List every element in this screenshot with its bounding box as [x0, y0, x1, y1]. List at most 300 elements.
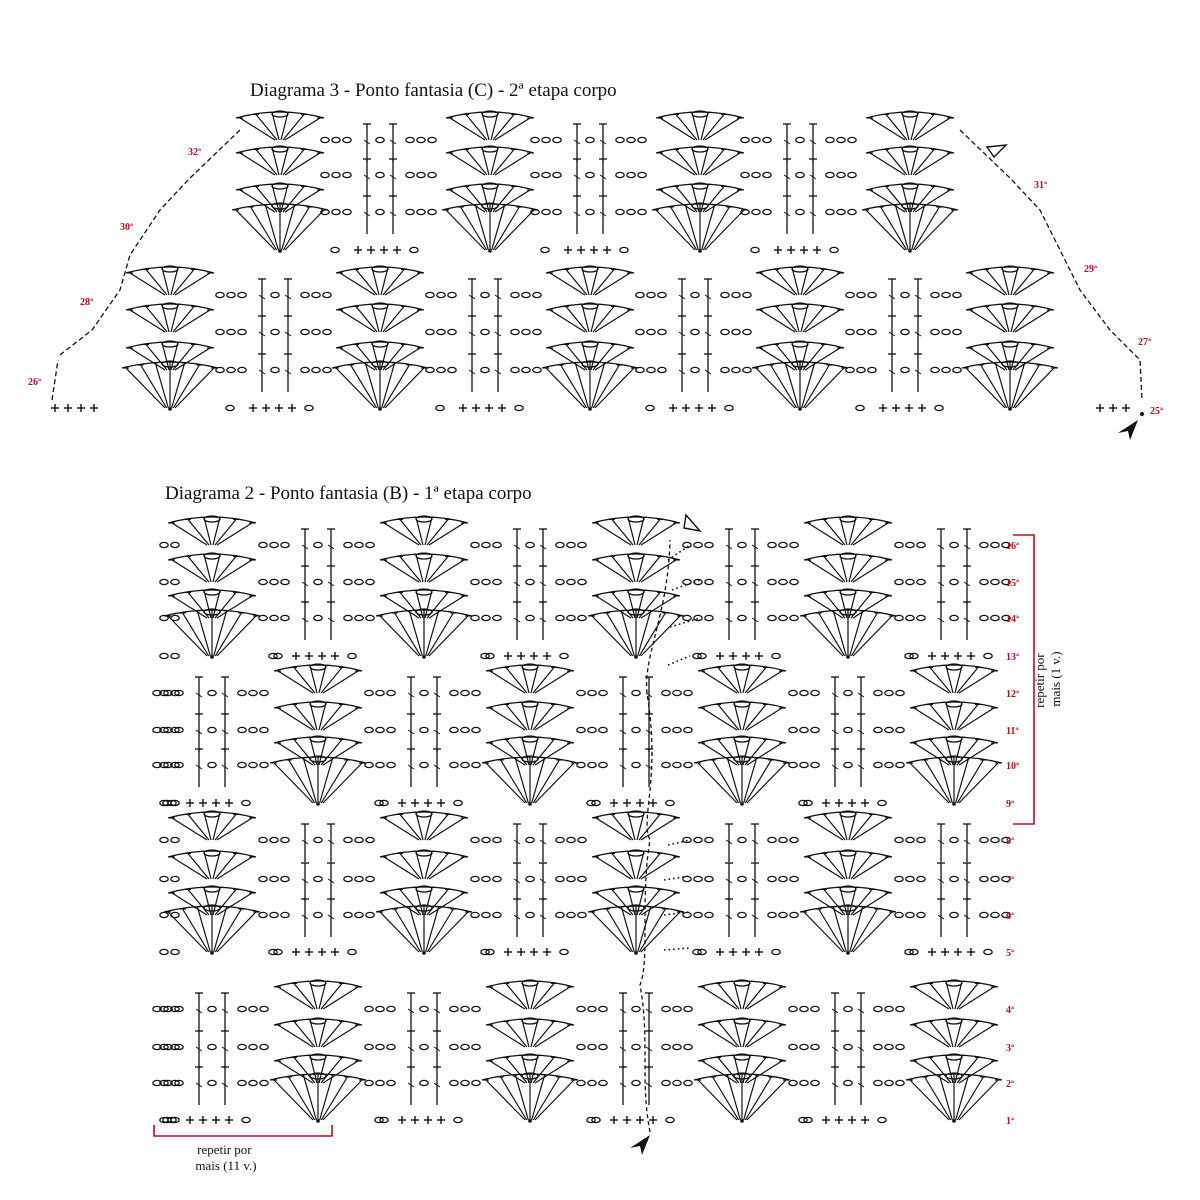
single-crochet-icon [800, 246, 808, 254]
double-crochet-icon [809, 159, 817, 197]
single-crochet-icon [275, 404, 283, 412]
chain-stitch-icon [450, 1006, 458, 1011]
chain-stitch-icon [732, 292, 740, 297]
chain-stitch-icon [526, 912, 534, 917]
chain-stitch-icon [450, 727, 458, 732]
fan-shell-stitch-icon [332, 361, 428, 411]
chain-stitch-icon [662, 690, 670, 695]
diagram-2-chart [153, 516, 1010, 1124]
chain-stitch-icon [493, 876, 501, 881]
end-arrow-icon [684, 515, 700, 531]
fan-shell-stitch-icon [698, 664, 786, 693]
chain-stitch-icon [323, 292, 331, 297]
chain-stitch-icon [471, 542, 479, 547]
chain-stitch-icon [586, 137, 594, 142]
chain-stitch-icon [567, 912, 575, 917]
chain-stitch-icon [874, 1044, 882, 1049]
chain-stitch-icon [216, 292, 224, 297]
double-crochet-icon [327, 529, 335, 567]
row-label: 5ª [1006, 948, 1014, 959]
chain-stitch-icon [980, 837, 988, 842]
single-crochet-icon [77, 404, 85, 412]
chain-stitch-icon [587, 800, 595, 805]
chain-stitch-icon [471, 837, 479, 842]
chain-stitch-icon [417, 209, 425, 214]
chain-stitch-icon [616, 209, 624, 214]
chain-stitch-icon [332, 172, 340, 177]
double-crochet-icon [888, 279, 896, 317]
chain-stitch-icon [208, 1044, 216, 1049]
chain-stitch-icon [448, 367, 456, 372]
start-arrow-icon [630, 1135, 650, 1155]
double-crochet-icon [599, 159, 607, 197]
chain-stitch-icon [694, 542, 702, 547]
single-crochet-icon [212, 799, 220, 807]
double-crochet-icon [468, 316, 476, 354]
double-crochet-icon [573, 159, 581, 197]
chain-stitch-icon [844, 1006, 852, 1011]
chain-stitch-icon [980, 615, 988, 620]
chain-stitch-icon [281, 912, 289, 917]
chain-stitch-icon [578, 912, 586, 917]
row-label: 26ª [28, 377, 41, 388]
chain-stitch-icon [314, 912, 322, 917]
chain-stitch-icon [270, 615, 278, 620]
double-crochet-icon [751, 566, 759, 604]
chain-stitch-icon [811, 727, 819, 732]
chain-stitch-icon [332, 137, 340, 142]
chain-stitch-icon [387, 1080, 395, 1085]
chain-stitch-icon [160, 837, 168, 842]
chain-stitch-icon [511, 367, 519, 372]
double-crochet-icon [407, 749, 415, 787]
fan-shell-stitch-icon [232, 203, 328, 253]
single-crochet-icon [437, 799, 445, 807]
fan-shell-stitch-icon [236, 146, 324, 175]
single-crochet-icon [649, 799, 657, 807]
chain-stitch-icon [895, 837, 903, 842]
chain-stitch-icon [482, 615, 490, 620]
chain-stitch-icon [647, 367, 655, 372]
chain-stitch-icon [482, 542, 490, 547]
chain-stitch-icon [732, 367, 740, 372]
chain-stitch-icon [878, 1117, 886, 1122]
chain-stitch-icon [376, 762, 384, 767]
chain-stitch-icon [632, 1080, 640, 1085]
chain-stitch-icon [314, 579, 322, 584]
end-arrow-icon [987, 145, 1006, 157]
chain-stitch-icon [950, 837, 958, 842]
fan-shell-stitch-icon [698, 1018, 786, 1047]
chain-stitch-icon [917, 615, 925, 620]
double-crochet-icon [301, 824, 309, 862]
fan-shell-stitch-icon [588, 905, 684, 955]
chain-stitch-icon [950, 579, 958, 584]
fan-shell-stitch-icon [656, 146, 744, 175]
chain-stitch-icon [752, 137, 760, 142]
chain-stitch-icon [691, 329, 699, 334]
fan-shell-stitch-icon [592, 811, 680, 840]
chain-stitch-icon [647, 292, 655, 297]
fan-shell-stitch-icon [592, 516, 680, 545]
chain-stitch-icon [281, 542, 289, 547]
single-crochet-icon [928, 948, 936, 956]
chain-stitch-icon [799, 1117, 807, 1122]
chain-stitch-icon [738, 579, 746, 584]
fan-shell-stitch-icon [446, 146, 534, 175]
chain-stitch-icon [482, 876, 490, 881]
chain-stitch-icon [627, 172, 635, 177]
single-crochet-icon [905, 404, 913, 412]
chain-stitch-icon [991, 837, 999, 842]
double-crochet-icon [494, 316, 502, 354]
chain-stitch-icon [420, 727, 428, 732]
chain-stitch-icon [578, 876, 586, 881]
single-crochet-icon [1096, 404, 1104, 412]
chain-stitch-icon [344, 837, 352, 842]
chain-stitch-icon [577, 1044, 585, 1049]
chain-stitch-icon [895, 579, 903, 584]
chain-stitch-icon [553, 209, 561, 214]
single-crochet-icon [835, 799, 843, 807]
chain-stitch-icon [437, 292, 445, 297]
chain-stitch-icon [857, 292, 865, 297]
fan-shell-stitch-icon [756, 303, 844, 332]
single-crochet-icon [729, 652, 737, 660]
double-crochet-icon [573, 124, 581, 162]
double-crochet-icon [513, 899, 521, 937]
fan-shell-stitch-icon [592, 553, 680, 582]
double-crochet-icon [937, 566, 945, 604]
double-crochet-icon [433, 1067, 441, 1105]
chain-stitch-icon [259, 837, 267, 842]
single-crochet-icon [774, 246, 782, 254]
double-crochet-icon [389, 159, 397, 197]
chain-stitch-icon [556, 542, 564, 547]
chain-stitch-icon [270, 542, 278, 547]
chain-stitch-icon [472, 690, 480, 695]
chain-stitch-icon [896, 1006, 904, 1011]
fan-shell-stitch-icon [592, 850, 680, 879]
chain-stitch-icon [321, 172, 329, 177]
chain-stitch-icon [868, 292, 876, 297]
chain-stitch-icon [684, 727, 692, 732]
chain-stitch-icon [301, 329, 309, 334]
single-crochet-icon [954, 948, 962, 956]
chain-stitch-icon [567, 876, 575, 881]
single-crochet-icon [354, 246, 362, 254]
chain-stitch-icon [522, 367, 530, 372]
single-crochet-icon [331, 948, 339, 956]
chain-stitch-icon [830, 247, 838, 252]
chain-stitch-icon [348, 949, 356, 954]
fan-shell-stitch-icon [752, 361, 848, 411]
single-crochet-icon [472, 404, 480, 412]
chain-stitch-icon [935, 405, 943, 410]
chain-stitch-icon [269, 949, 277, 954]
double-crochet-icon [327, 602, 335, 640]
chain-stitch-icon [632, 727, 640, 732]
chain-stitch-icon [376, 172, 384, 177]
double-crochet-icon [221, 1031, 229, 1069]
repeat-note-vertical: repetir por mais (1 v.) [1032, 651, 1063, 708]
chain-stitch-icon [420, 762, 428, 767]
chain-stitch-icon [556, 837, 564, 842]
chain-stitch-icon [208, 1080, 216, 1085]
double-crochet-icon [914, 279, 922, 317]
single-crochet-icon [623, 1116, 631, 1124]
double-crochet-icon [783, 124, 791, 162]
double-crochet-icon [221, 749, 229, 787]
double-crochet-icon [258, 354, 266, 392]
fan-shell-stitch-icon [698, 701, 786, 730]
chain-stitch-icon [721, 292, 729, 297]
chain-stitch-icon [428, 209, 436, 214]
chain-stitch-icon [472, 1006, 480, 1011]
row-label: 31ª [1034, 180, 1047, 191]
fan-shell-stitch-icon [862, 203, 958, 253]
chain-stitch-icon [837, 209, 845, 214]
chain-stitch-icon [208, 727, 216, 732]
chain-stitch-icon [556, 579, 564, 584]
single-crochet-icon [941, 948, 949, 956]
single-crochet-icon [393, 246, 401, 254]
single-crochet-icon [90, 404, 98, 412]
double-crochet-icon [389, 196, 397, 234]
chain-stitch-icon [160, 876, 168, 881]
chain-stitch-icon [426, 292, 434, 297]
single-crochet-icon [485, 404, 493, 412]
chain-stitch-icon [526, 837, 534, 842]
chain-stitch-icon [355, 837, 363, 842]
chain-stitch-icon [461, 727, 469, 732]
chain-stitch-icon [238, 1006, 246, 1011]
double-crochet-icon [857, 714, 865, 752]
double-crochet-icon [301, 899, 309, 937]
fan-shell-stitch-icon [380, 553, 468, 582]
row-label: 25ª [1150, 406, 1163, 417]
chain-stitch-icon [789, 1006, 797, 1011]
chain-stitch-icon [365, 1006, 373, 1011]
single-crochet-icon [636, 1116, 644, 1124]
fan-shell-stitch-icon [910, 664, 998, 693]
chain-stitch-icon [638, 209, 646, 214]
double-crochet-icon [433, 677, 441, 715]
chain-stitch-icon [874, 762, 882, 767]
chain-stitch-icon [768, 542, 776, 547]
chain-stitch-icon [917, 876, 925, 881]
chain-stitch-icon [790, 837, 798, 842]
chain-stitch-icon [314, 837, 322, 842]
single-crochet-icon [967, 652, 975, 660]
double-crochet-icon [539, 899, 547, 937]
single-crochet-icon [787, 246, 795, 254]
chain-stitch-icon [366, 615, 374, 620]
chain-stitch-icon [616, 172, 624, 177]
chain-stitch-icon [271, 367, 279, 372]
double-crochet-icon [831, 714, 839, 752]
chain-stitch-icon [567, 579, 575, 584]
chain-stitch-icon [950, 876, 958, 881]
fan-shell-stitch-icon [966, 266, 1054, 295]
double-crochet-icon [725, 602, 733, 640]
double-crochet-icon [221, 1067, 229, 1105]
chain-stitch-icon [905, 949, 913, 954]
double-crochet-icon [327, 824, 335, 862]
chain-stitch-icon [493, 837, 501, 842]
chain-stitch-icon [249, 1044, 257, 1049]
chain-stitch-icon [673, 1044, 681, 1049]
chain-stitch-icon [811, 1080, 819, 1085]
double-crochet-icon [619, 1031, 627, 1069]
fan-shell-stitch-icon [906, 1073, 1002, 1123]
chain-stitch-icon [226, 405, 234, 410]
chain-stitch-icon [705, 837, 713, 842]
single-crochet-icon [530, 652, 538, 660]
double-crochet-icon [513, 529, 521, 567]
chain-stitch-icon [387, 762, 395, 767]
chain-stitch-icon [772, 653, 780, 658]
chain-stitch-icon [658, 367, 666, 372]
chain-stitch-icon [259, 876, 267, 881]
chain-stitch-icon [662, 1044, 670, 1049]
chain-stitch-icon [344, 876, 352, 881]
chain-stitch-icon [281, 615, 289, 620]
chain-stitch-icon [365, 762, 373, 767]
single-crochet-icon [199, 1116, 207, 1124]
chain-stitch-icon [885, 1006, 893, 1011]
fan-shell-stitch-icon [800, 905, 896, 955]
chain-stitch-icon [314, 615, 322, 620]
chain-stitch-icon [588, 1080, 596, 1085]
single-crochet-icon [941, 652, 949, 660]
chain-stitch-icon [526, 542, 534, 547]
double-crochet-icon [937, 602, 945, 640]
double-crochet-icon [704, 354, 712, 392]
chain-stitch-icon [896, 1080, 904, 1085]
chain-stitch-icon [738, 912, 746, 917]
chain-stitch-icon [355, 542, 363, 547]
chain-stitch-icon [511, 329, 519, 334]
fan-shell-stitch-icon [486, 664, 574, 693]
single-crochet-icon [292, 948, 300, 956]
chain-stitch-icon [365, 690, 373, 695]
double-crochet-icon [725, 566, 733, 604]
fan-shell-stitch-icon [804, 850, 892, 879]
chain-stitch-icon [906, 615, 914, 620]
double-crochet-icon [888, 354, 896, 392]
single-crochet-icon [716, 948, 724, 956]
chain-stitch-icon [420, 1044, 428, 1049]
single-crochet-icon [225, 1116, 233, 1124]
single-crochet-icon [504, 652, 512, 660]
double-crochet-icon [539, 566, 547, 604]
double-crochet-icon [599, 196, 607, 234]
chain-stitch-icon [365, 1044, 373, 1049]
chain-stitch-icon [160, 912, 168, 917]
fan-shell-stitch-icon [376, 609, 472, 659]
double-crochet-icon [433, 1031, 441, 1069]
chain-stitch-icon [931, 367, 939, 372]
chain-stitch-icon [811, 1044, 819, 1049]
chain-stitch-icon [242, 800, 250, 805]
chain-stitch-icon [905, 653, 913, 658]
chain-stitch-icon [533, 292, 541, 297]
chain-stitch-icon [553, 137, 561, 142]
chain-stitch-icon [270, 876, 278, 881]
double-crochet-icon [831, 1067, 839, 1105]
chain-stitch-icon [844, 1044, 852, 1049]
chain-stitch-icon [790, 615, 798, 620]
chain-stitch-icon [790, 912, 798, 917]
single-crochet-icon [398, 799, 406, 807]
diagram-3-chart [51, 111, 1144, 416]
double-crochet-icon [704, 316, 712, 354]
chain-stitch-icon [636, 329, 644, 334]
chain-stitch-icon [471, 579, 479, 584]
chain-stitch-icon [553, 172, 561, 177]
chain-stitch-icon [917, 579, 925, 584]
chain-stitch-icon [874, 1080, 882, 1085]
double-crochet-icon [809, 196, 817, 234]
chain-stitch-icon [950, 615, 958, 620]
single-crochet-icon [424, 799, 432, 807]
chain-stitch-icon [472, 1080, 480, 1085]
single-crochet-icon [669, 404, 677, 412]
chain-stitch-icon [227, 292, 235, 297]
double-crochet-icon [888, 316, 896, 354]
chain-stitch-icon [577, 1006, 585, 1011]
double-crochet-icon [831, 677, 839, 715]
double-crochet-icon [468, 354, 476, 392]
chain-stitch-icon [208, 762, 216, 767]
chain-stitch-icon [638, 137, 646, 142]
double-crochet-icon [389, 124, 397, 162]
chain-stitch-icon [450, 690, 458, 695]
chain-stitch-icon [906, 542, 914, 547]
single-crochet-icon [848, 799, 856, 807]
chain-stitch-icon [577, 1080, 585, 1085]
single-crochet-icon [636, 799, 644, 807]
chain-stitch-icon [259, 615, 267, 620]
start-arrow-icon [1118, 420, 1138, 440]
chain-stitch-icon [355, 912, 363, 917]
chain-stitch-icon [578, 542, 586, 547]
single-crochet-icon [967, 948, 975, 956]
chain-stitch-icon [800, 1080, 808, 1085]
double-crochet-icon [195, 749, 203, 787]
single-crochet-icon [411, 799, 419, 807]
single-crochet-icon [498, 404, 506, 412]
single-crochet-icon [530, 948, 538, 956]
chain-stitch-icon [846, 367, 854, 372]
chain-stitch-icon [426, 329, 434, 334]
double-crochet-icon [751, 863, 759, 901]
chain-stitch-icon [874, 690, 882, 695]
chain-stitch-icon [632, 1044, 640, 1049]
double-crochet-icon [195, 1067, 203, 1105]
chain-stitch-icon [355, 579, 363, 584]
chain-stitch-icon [826, 137, 834, 142]
chain-stitch-icon [420, 690, 428, 695]
double-crochet-icon [195, 993, 203, 1031]
chain-stitch-icon [826, 209, 834, 214]
chain-stitch-icon [896, 1044, 904, 1049]
double-crochet-icon [407, 1067, 415, 1105]
double-crochet-icon [645, 1031, 653, 1069]
chain-stitch-icon [160, 615, 168, 620]
chain-stitch-icon [662, 762, 670, 767]
